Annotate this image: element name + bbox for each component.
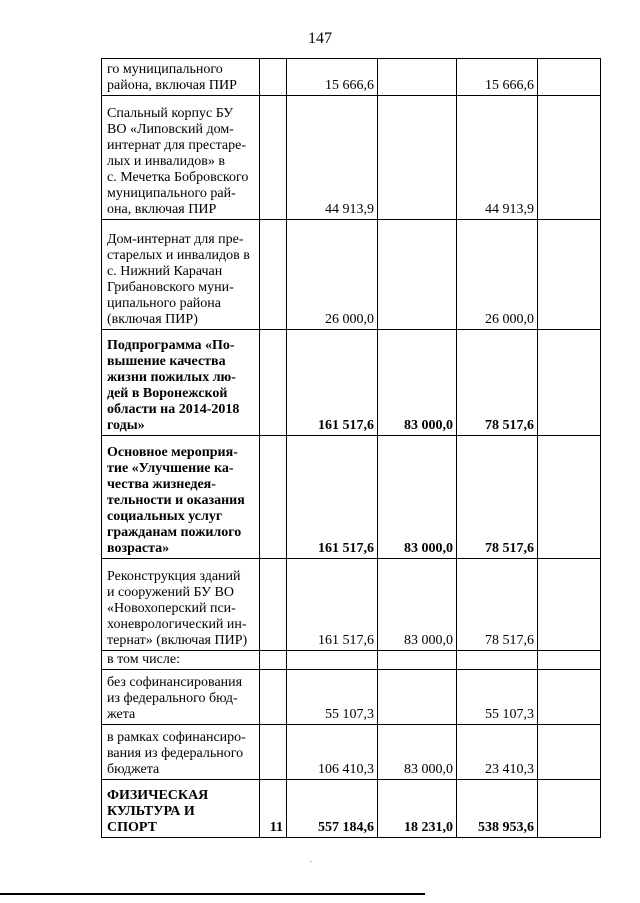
- other-cell: [538, 651, 601, 670]
- row-name-line: «Новохоперский пси-: [107, 601, 236, 616]
- federal-cell: 83 000,0: [378, 725, 457, 780]
- code-cell: 11: [260, 780, 287, 838]
- total-cell: 26 000,0: [287, 220, 378, 330]
- regional-cell: 78 517,6: [457, 559, 538, 651]
- other-cell: [538, 59, 601, 96]
- regional-cell: 78 517,6: [457, 436, 538, 559]
- total-cell: 161 517,6: [287, 559, 378, 651]
- federal-cell: 83 000,0: [378, 330, 457, 436]
- row-name-line: муниципального рай-: [107, 186, 236, 201]
- row-name-line: старелых и инвалидов в: [107, 248, 250, 263]
- other-cell: [538, 220, 601, 330]
- row-name-line: (включая ПИР): [107, 312, 198, 327]
- table-row: [102, 670, 601, 725]
- regional-cell: 44 913,9: [457, 96, 538, 220]
- table-row: [102, 220, 601, 330]
- row-name-cell: [102, 651, 260, 670]
- code-cell: [260, 725, 287, 780]
- row-name-line: жета: [107, 707, 136, 722]
- total-cell: 106 410,3: [287, 725, 378, 780]
- table-row: [102, 780, 601, 838]
- row-name-line: в том числе:: [107, 652, 180, 667]
- total-cell: 44 913,9: [287, 96, 378, 220]
- row-name-cell: [102, 59, 260, 96]
- row-name-line: Грибановского муни-: [107, 280, 234, 295]
- regional-cell: 26 000,0: [457, 220, 538, 330]
- row-name-line: хоневрологический ин-: [107, 617, 247, 632]
- total-cell: 161 517,6: [287, 330, 378, 436]
- federal-cell: 83 000,0: [378, 559, 457, 651]
- table-row: [102, 559, 601, 651]
- row-name-cell: [102, 330, 260, 436]
- table-row: [102, 96, 601, 220]
- row-name-line: дей в Воронежской: [107, 386, 228, 401]
- federal-cell: 83 000,0: [378, 436, 457, 559]
- total-cell: 161 517,6: [287, 436, 378, 559]
- other-cell: [538, 436, 601, 559]
- row-name-cell: [102, 96, 260, 220]
- budget-table: [101, 58, 601, 838]
- code-cell: [260, 436, 287, 559]
- row-name-cell: [102, 220, 260, 330]
- table-row: [102, 330, 601, 436]
- federal-cell: [378, 651, 457, 670]
- row-name-line: тернат» (включая ПИР): [107, 633, 248, 648]
- other-cell: [538, 559, 601, 651]
- row-name-line: без софинансирования: [107, 675, 243, 690]
- row-name-line: социальных услуг: [107, 509, 223, 524]
- table-row: [102, 59, 601, 96]
- other-cell: [538, 670, 601, 725]
- row-name-line: она, включая ПИР: [107, 202, 217, 217]
- total-cell: 15 666,6: [287, 59, 378, 96]
- regional-cell: 538 953,6: [457, 780, 538, 838]
- code-cell: [260, 670, 287, 725]
- federal-cell: [378, 670, 457, 725]
- row-name-line: годы»: [107, 418, 145, 433]
- row-name-line: интернат для престаре-: [107, 138, 246, 153]
- row-name-line: возраста»: [107, 541, 170, 556]
- page-number: 147: [308, 30, 332, 47]
- total-cell: 55 107,3: [287, 670, 378, 725]
- code-cell: [260, 330, 287, 436]
- total-cell: [287, 651, 378, 670]
- federal-cell: [378, 96, 457, 220]
- row-name-cell: [102, 436, 260, 559]
- row-name-cell: [102, 780, 260, 838]
- code-cell: [260, 220, 287, 330]
- row-name-line: Реконструкция зданий: [107, 569, 241, 584]
- row-name-line: вания из федерального: [107, 746, 244, 761]
- federal-cell: [378, 220, 457, 330]
- row-name-line: Подпрограмма «По-: [107, 338, 235, 353]
- regional-cell: 15 666,6: [457, 59, 538, 96]
- row-name-line: ВО «Липовский дом-: [107, 122, 234, 137]
- row-name-cell: [102, 670, 260, 725]
- federal-cell: 18 231,0: [378, 780, 457, 838]
- code-cell: [260, 651, 287, 670]
- row-name-line: с. Мечетка Бобровского: [107, 170, 249, 185]
- code-cell: [260, 559, 287, 651]
- row-name-line: чества жизнедея-: [107, 477, 216, 492]
- row-name-line: с. Нижний Карачан: [107, 264, 223, 279]
- row-name-line: лых и инвалидов» в: [107, 154, 225, 169]
- row-name-line: го муниципального: [107, 62, 223, 77]
- row-name-line: тельности и оказания: [107, 493, 245, 508]
- row-name-line: тие «Улучшение ка-: [107, 461, 234, 476]
- code-cell: [260, 59, 287, 96]
- row-name-line: района, включая ПИР: [107, 78, 237, 93]
- row-name-line: в рамках софинансиро-: [107, 730, 246, 745]
- row-name-line: области на 2014-2018: [107, 402, 240, 417]
- other-cell: [538, 330, 601, 436]
- row-name-line: и сооружений БУ ВО: [107, 585, 234, 600]
- row-name-cell: [102, 725, 260, 780]
- regional-cell: 23 410,3: [457, 725, 538, 780]
- code-cell: [260, 96, 287, 220]
- row-name-line: КУЛЬТУРА И: [107, 804, 195, 819]
- total-cell: 557 184,6: [287, 780, 378, 838]
- bottom-rule: [0, 893, 425, 895]
- other-cell: [538, 725, 601, 780]
- row-name-line: жизни пожилых лю-: [107, 370, 236, 385]
- row-name-line: вышение качества: [107, 354, 226, 369]
- regional-cell: [457, 651, 538, 670]
- regional-cell: 55 107,3: [457, 670, 538, 725]
- row-name-line: ципального района: [107, 296, 221, 311]
- row-name-line: ФИЗИЧЕСКАЯ: [107, 788, 209, 803]
- row-name-cell: [102, 559, 260, 651]
- row-name-line: Основное мероприя-: [107, 445, 238, 460]
- other-cell: [538, 96, 601, 220]
- federal-cell: [378, 59, 457, 96]
- table-row: [102, 651, 601, 670]
- row-name-line: бюджета: [107, 762, 160, 777]
- regional-cell: 78 517,6: [457, 330, 538, 436]
- table-row: [102, 725, 601, 780]
- row-name-line: из федерального бюд-: [107, 691, 238, 706]
- row-name-line: Дом-интернат для пре-: [107, 232, 244, 247]
- row-name-line: гражданам пожилого: [107, 525, 242, 540]
- table-row: [102, 436, 601, 559]
- row-name-line: СПОРТ: [107, 820, 157, 835]
- other-cell: [538, 780, 601, 838]
- row-name-line: Спальный корпус БУ: [107, 106, 234, 121]
- scan-speck: [310, 861, 312, 862]
